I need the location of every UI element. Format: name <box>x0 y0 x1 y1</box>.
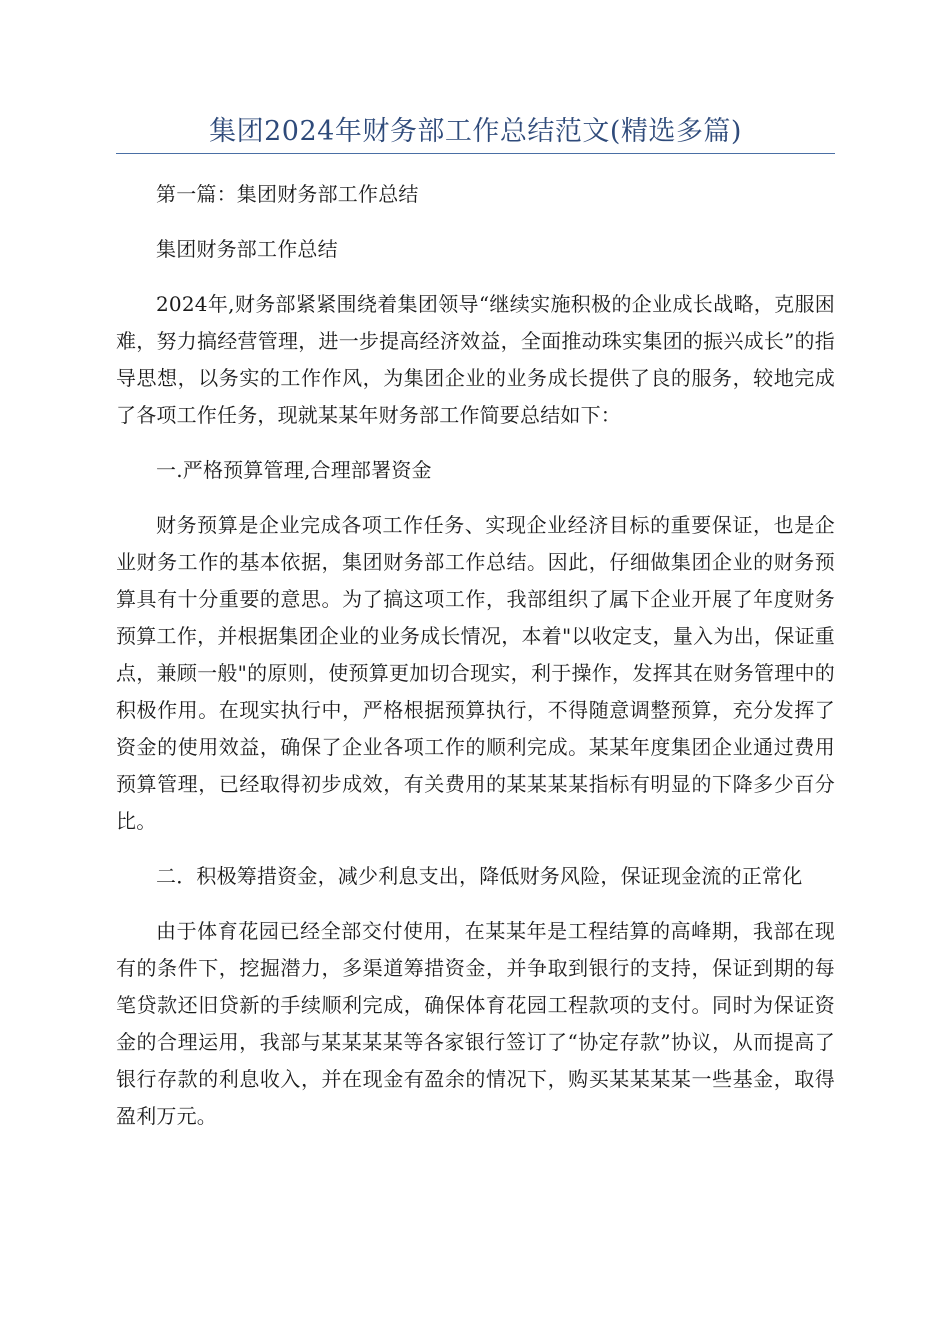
paragraph-intro: 2024年,财务部紧紧围绕着集团领导“继续实施积极的企业成长战略，克服困难，努力搞经营管理，进一步提高经济效益，全面推动珠实集团的振兴成长”的指导思想，以务实的工作作风，为集团企业的业务成长提供了良的服务，较地完成了各项工作任务，现就某某年财务部工作简要总结如下： <box>116 292 835 427</box>
paragraph-subtitle: 集团财务部工作总结 <box>156 237 338 261</box>
title-underline <box>116 153 835 154</box>
paragraph-heading-one: 一.严格预算管理,合理部署资金 <box>156 458 432 482</box>
document-body <box>116 176 835 1153</box>
paragraph-heading-two: 二．积极筹措资金，减少利息支出，降低财务风险，保证现金流的正常化 <box>156 864 803 888</box>
paragraph-budget: 财务预算是企业完成各项工作任务、实现企业经济目标的重要保证，也是企业财务工作的基本依据，集团财务部工作总结。因此，仔细做集团企业的财务预算具有十分重要的意思。为了搞这项工作，我部组织了属下企业开展了年度财务预算工作，并根据集团企业的业务成长情况，本着"以收定支，量入为出，保证重点，兼顾一般"的原则，使预算更加切合现实，利于操作，发挥其在财务管理中的积极作用。在现实执行中，严格根据预算执行，不得随意调整预算，充分发挥了资金的使用效益，确保了企业各项工作的顺利完成。某某年度集团企业通过费用预算管理，已经取得初步成效，有关费用的某某某某指标有明显的下降多少百分比。 <box>116 513 835 833</box>
document-title: 集团2024年财务部工作总结范文(精选多篇) <box>209 116 742 147</box>
paragraph-funding: 由于体育花园已经全部交付使用，在某某年是工程结算的高峰期，我部在现有的条件下，挖掘潜力，多渠道筹措资金，并争取到银行的支持，保证到期的每笔贷款还旧贷新的手续顺利完成，确保体育花园工程款项的支付。同时为保证资金的合理运用，我部与某某某某等各家银行签订了“协定存款”协议，从而提高了银行存款的利息收入，并在现金有盈余的情况下，购买某某某某一些基金，取得盈利万元。 <box>116 919 835 1128</box>
paragraph-section-heading: 第一篇：集团财务部工作总结 <box>156 182 419 206</box>
